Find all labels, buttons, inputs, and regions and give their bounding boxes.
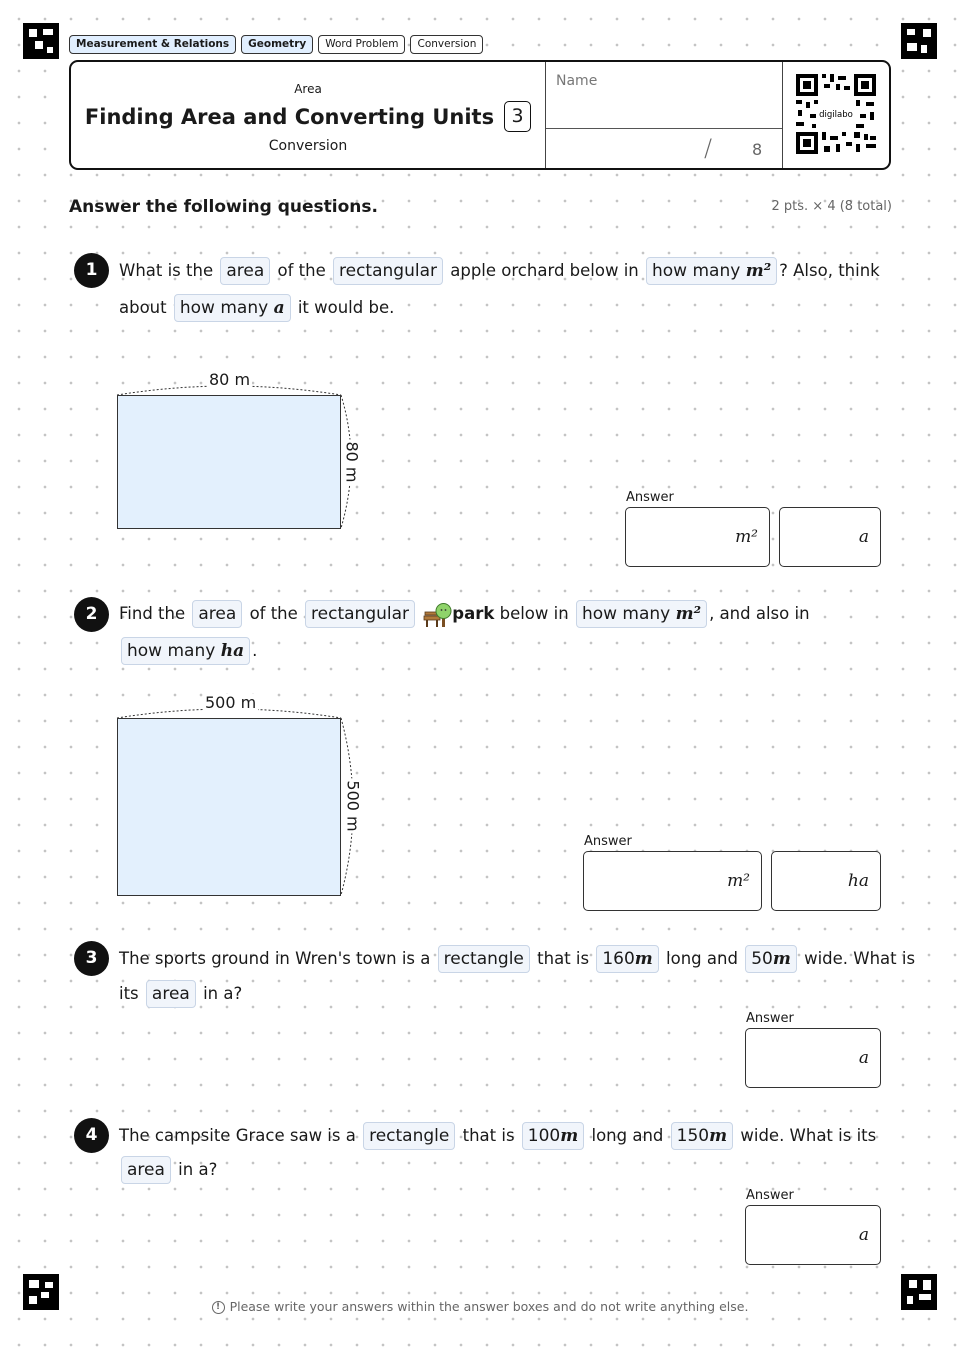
park-word: park <box>452 604 495 623</box>
tag-word-problem: Word Problem <box>318 35 405 54</box>
question-1-line-1 <box>119 257 880 285</box>
q4-text: in a? <box>178 1160 218 1179</box>
footer-note <box>0 1299 960 1314</box>
unit-label: m² <box>727 871 750 891</box>
top-dimension-label: 80 m <box>209 370 251 389</box>
title-text: Finding Area and Converting Units <box>84 104 495 129</box>
question-number-3: 3 <box>74 941 109 976</box>
keyword-chip <box>576 600 707 628</box>
tag-conversion: Conversion <box>410 35 483 54</box>
question-4-line-2 <box>119 1156 217 1184</box>
question-1-line-2 <box>119 294 394 322</box>
answer-box-q2-ha[interactable] <box>771 851 881 911</box>
q4-text: long and <box>591 1126 664 1145</box>
answer-box-q1-a[interactable] <box>779 507 881 567</box>
score-total: 8 <box>752 140 763 159</box>
keyword-chip: area <box>220 257 270 285</box>
qr-brand-text: digilabo <box>819 110 853 120</box>
info-icon: ! <box>212 1301 225 1314</box>
question-4-line-1 <box>119 1122 876 1150</box>
q2-text: below in <box>499 604 569 623</box>
answer-label: Answer <box>584 834 632 849</box>
q1-text: What is the <box>119 261 214 280</box>
q3-text: The sports ground in Wren's town is a <box>119 949 431 968</box>
chip-text: how many <box>581 604 676 624</box>
answer-box-q1-m2[interactable] <box>625 507 770 567</box>
q4-text: The campsite Grace saw is a <box>119 1126 356 1145</box>
q1-text: about <box>119 298 167 317</box>
unit-symbol: m² <box>745 261 772 281</box>
keyword-chip: rectangular <box>305 600 415 628</box>
unit-label: a <box>858 527 869 547</box>
q3-text: in a? <box>203 984 243 1003</box>
q1-text: apple orchard below in <box>450 261 639 280</box>
length-chip <box>596 945 658 973</box>
keyword-chip <box>121 637 250 665</box>
q1-text: ? Also, think <box>779 261 880 280</box>
unit-label: a <box>858 1048 869 1068</box>
park-icon <box>422 602 452 628</box>
question-3-line-2 <box>119 980 242 1008</box>
answer-label: Answer <box>746 1188 794 1203</box>
question-2-line-2 <box>119 637 257 665</box>
unit-symbol: m <box>772 949 791 969</box>
worksheet-header <box>69 60 891 170</box>
tag-list <box>69 35 483 54</box>
header-subject: Area <box>294 82 322 96</box>
answer-box-q4-a[interactable] <box>745 1205 881 1265</box>
q1-text: of the <box>277 261 326 280</box>
score-slash: / <box>704 134 713 162</box>
chip-text: 100 <box>527 1126 561 1146</box>
answer-box-q2-m2[interactable] <box>583 851 762 911</box>
answer-label: Answer <box>746 1011 794 1026</box>
unit-symbol: m² <box>675 604 702 624</box>
width-chip <box>671 1122 733 1150</box>
park-rectangle <box>117 718 341 896</box>
unit-symbol: a <box>273 298 285 318</box>
q3-text: that is <box>537 949 590 968</box>
width-chip <box>745 945 797 973</box>
name-field[interactable] <box>545 62 783 168</box>
side-dimension-label: 500 m <box>343 780 363 832</box>
keyword-chip: area <box>121 1156 171 1184</box>
keyword-chip: rectangle <box>363 1122 455 1150</box>
header-title-block <box>71 62 545 168</box>
keyword-chip: rectangular <box>333 257 443 285</box>
question-number-1: 1 <box>74 253 109 288</box>
question-number-2: 2 <box>74 597 109 632</box>
q3-text: wide. What is <box>804 949 916 968</box>
side-dimension-label: 80 m <box>342 441 362 483</box>
chip-text: 150 <box>676 1126 710 1146</box>
length-chip <box>522 1122 584 1150</box>
q4-text: that is <box>462 1126 515 1145</box>
q3-text: its <box>119 984 139 1003</box>
chip-text: how many <box>652 261 746 281</box>
chip-text: 160 <box>602 949 635 969</box>
q2-text: . <box>252 641 258 660</box>
keyword-chip <box>174 294 291 322</box>
unit-label: a <box>858 1225 869 1245</box>
keyword-chip: area <box>146 980 196 1008</box>
name-divider <box>546 128 782 129</box>
corner-marker-top-right <box>901 23 937 59</box>
qr-code-icon <box>794 72 878 156</box>
chip-text: 50 <box>751 949 773 969</box>
chip-text: how many <box>179 298 274 318</box>
tag-geometry: Geometry <box>241 35 313 54</box>
chip-text: how many <box>127 641 221 661</box>
answer-box-q3-a[interactable] <box>745 1028 881 1088</box>
q2-text: Find the <box>119 604 186 623</box>
q3-text: long and <box>666 949 738 968</box>
unit-symbol: m <box>560 1126 579 1146</box>
tag-measurement: Measurement & Relations <box>69 35 236 54</box>
name-label: Name <box>556 73 598 89</box>
question-2-line-1 <box>119 600 810 628</box>
page-title <box>71 101 545 132</box>
question-3-line-1 <box>119 945 915 973</box>
points-summary: 2 pts. × 4 (8 total) <box>771 199 892 214</box>
q4-text: wide. What is its <box>740 1126 877 1145</box>
unit-label: m² <box>735 527 758 547</box>
instructions: Answer the following questions. <box>69 197 378 217</box>
q2-text: of the <box>249 604 298 623</box>
question-number-4: 4 <box>74 1118 109 1153</box>
worksheet-number: 3 <box>504 101 531 132</box>
q1-text: it would be. <box>297 298 395 317</box>
unit-symbol: m <box>709 1126 728 1146</box>
unit-symbol: ha <box>220 641 245 661</box>
orchard-rectangle <box>117 395 341 529</box>
answer-label: Answer <box>626 490 674 505</box>
unit-label: ha <box>847 871 869 891</box>
q2-text: , and also in <box>709 604 810 623</box>
keyword-chip: rectangle <box>438 945 530 973</box>
unit-symbol: m <box>634 949 653 969</box>
keyword-chip <box>646 257 777 285</box>
corner-marker-top-left <box>23 23 59 59</box>
footer-text: Please write your answers within the answer boxes and do not write anything else. <box>229 1299 749 1314</box>
keyword-chip: area <box>192 600 242 628</box>
header-category: Conversion <box>268 138 348 154</box>
top-dimension-label: 500 m <box>205 693 257 712</box>
